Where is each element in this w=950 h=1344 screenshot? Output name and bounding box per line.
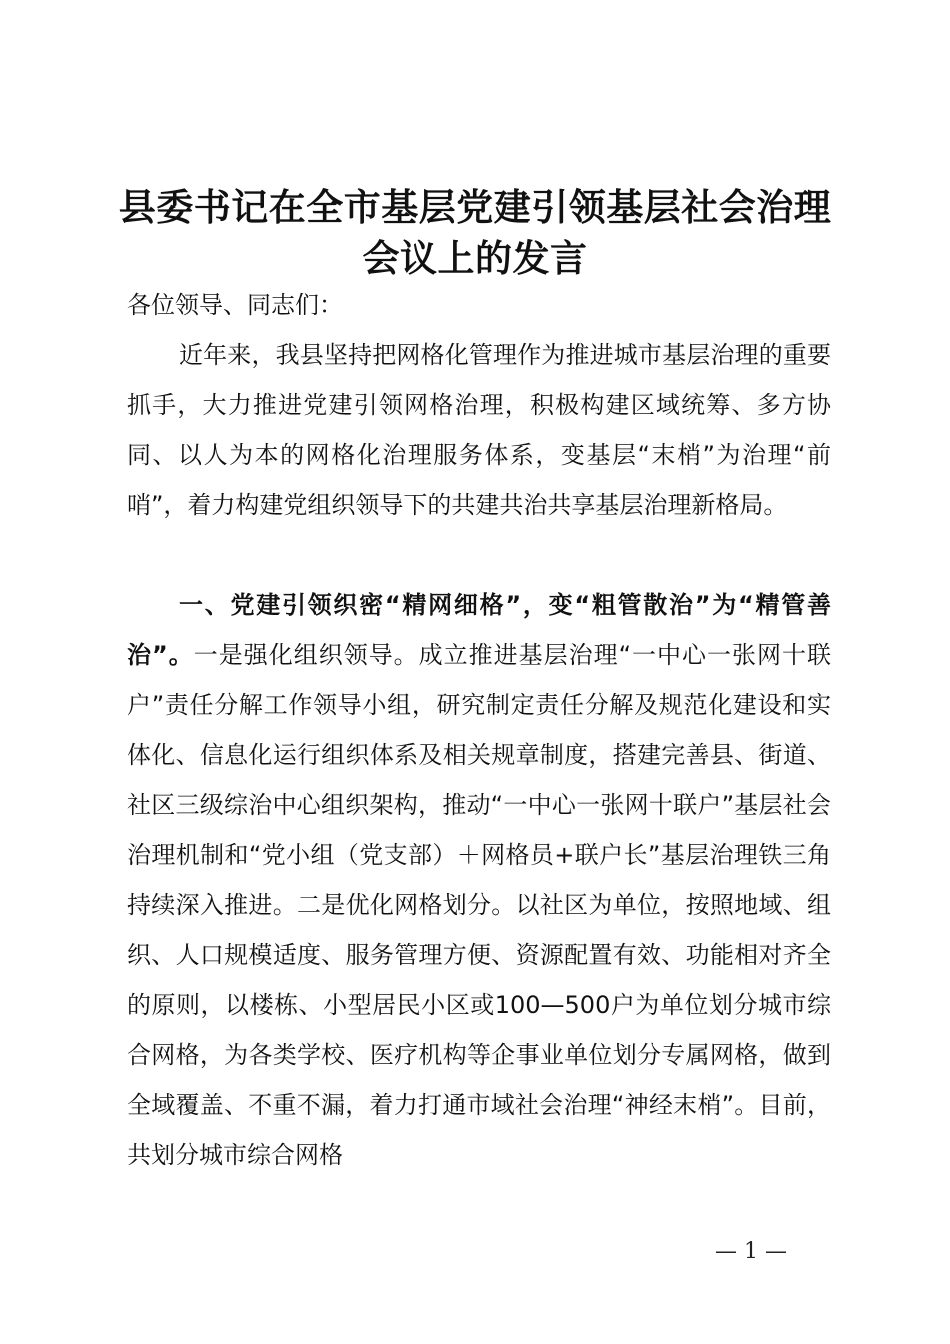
page-number: — 1 — — [715, 1239, 787, 1264]
paragraph-intro: 近年来，我县坚持把网格化管理作为推进城市基层治理的重要抓手，大力推进党建引领网格治理，积极构建区域统筹、多方协同、以人为本的网格化治理服务体系，变基层“末梢”为治理“前哨”，着力构建党组织领导下的共建共治共享基层治理新格局。 — [127, 341, 831, 519]
section-1-heading: 一、党建引领织密“精网细格”，变“粗管散治”为“精管善治”。 — [127, 591, 831, 669]
paragraph-section-1 — [127, 580, 831, 1180]
section-1-body: 一是强化组织领导。成立推进基层治理“一中心一张网十联户”责任分解工作领导小组，研究制定责任分解及规范化建设和实体化、信息化运行组织体系及相关规章制度，搭建完善县、街道、社区三级综治中心组织架构，推动“一中心一张网十联户”基层社会治理机制和“党小组（党支部）＋网格员+联户长”基层治理铁三角持续深入推进。二是优化网格划分。以社区为单位，按照地域、组织、人口规模适度、服务管理方便、资源配置有效、功能相对齐全的原则，以楼栋、小型居民小区或100—500户为单位划分城市综合网格，为各类学校、医疗机构等企事业单位划分专属网格，做到全域覆盖、不重不漏，着力打通市域社会治理“神经末梢”。目前，共划分城市综合网格 — [127, 641, 831, 1169]
document-title: 县委书记在全市基层党建引领基层社会治理会议上的发言 — [118, 186, 832, 280]
salutation: 各位领导、同志们： — [127, 291, 343, 319]
